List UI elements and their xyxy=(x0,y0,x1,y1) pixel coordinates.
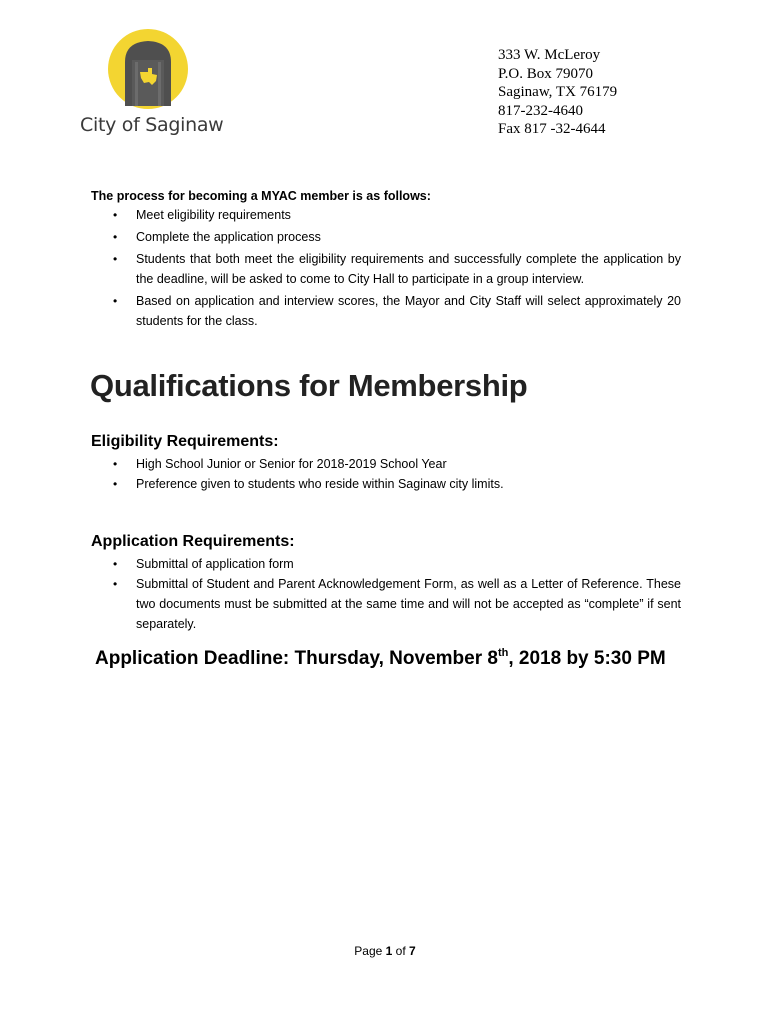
application-deadline: Application Deadline: Thursday, November 8th, 2018 by 5:30 PM xyxy=(95,647,666,669)
bullet-icon: • xyxy=(113,477,118,491)
list-item: • Preference given to students who reside within Saginaw city limits. xyxy=(91,474,681,494)
address-block xyxy=(498,46,617,139)
list-item: • Complete the application process xyxy=(91,227,681,247)
fax-line: Fax 817 -32-4644 xyxy=(498,121,606,137)
list-item: • Based on application and interview scores, the Mayor and City Staff will select approximately 20 students for the class. xyxy=(91,291,681,331)
list-item: • Meet eligibility requirements xyxy=(91,205,681,225)
intro-title: The process for becoming a MYAC member is as follows: xyxy=(91,189,431,203)
logo-text: City of Saginaw xyxy=(80,114,224,136)
eligibility-heading: Eligibility Requirements: xyxy=(91,433,279,450)
bullet-icon: • xyxy=(113,294,118,308)
city-seal-icon xyxy=(107,28,189,110)
application-heading: Application Requirements: xyxy=(91,533,295,550)
list-item: • Submittal of Student and Parent Acknowledgement Form, as well as a Letter of Reference. These two documents must be submitted at the same time and will not be accepted as “complete” if sent separately. xyxy=(91,574,681,634)
bullet-icon: • xyxy=(113,252,118,266)
phone-line: 817-232-4640 xyxy=(498,102,583,119)
bullet-icon: • xyxy=(113,557,118,571)
bullet-icon: • xyxy=(113,457,118,471)
address-line: Saginaw, TX 76179 xyxy=(498,84,618,100)
process-list xyxy=(91,205,681,333)
list-item: • Students that both meet the eligibility requirements and successfully complete the application by the deadline, will be asked to come to City Hall to participate in a group interview. xyxy=(91,249,681,289)
page-number: Page 1 of 7 xyxy=(354,944,416,958)
bullet-icon: • xyxy=(113,208,118,222)
address-line: P.O. Box 79070 xyxy=(498,65,594,82)
city-logo xyxy=(80,28,230,140)
bullet-icon: • xyxy=(113,577,118,591)
bullet-icon: • xyxy=(113,230,118,244)
eligibility-list xyxy=(91,454,681,494)
application-list xyxy=(91,554,681,634)
list-item: • High School Junior or Senior for 2018-2019 School Year xyxy=(91,454,681,474)
page-title: Qualifications for Membership xyxy=(90,368,528,403)
list-item: • Submittal of application form xyxy=(91,554,681,574)
address-line: 333 W. McLeroy xyxy=(498,47,601,63)
